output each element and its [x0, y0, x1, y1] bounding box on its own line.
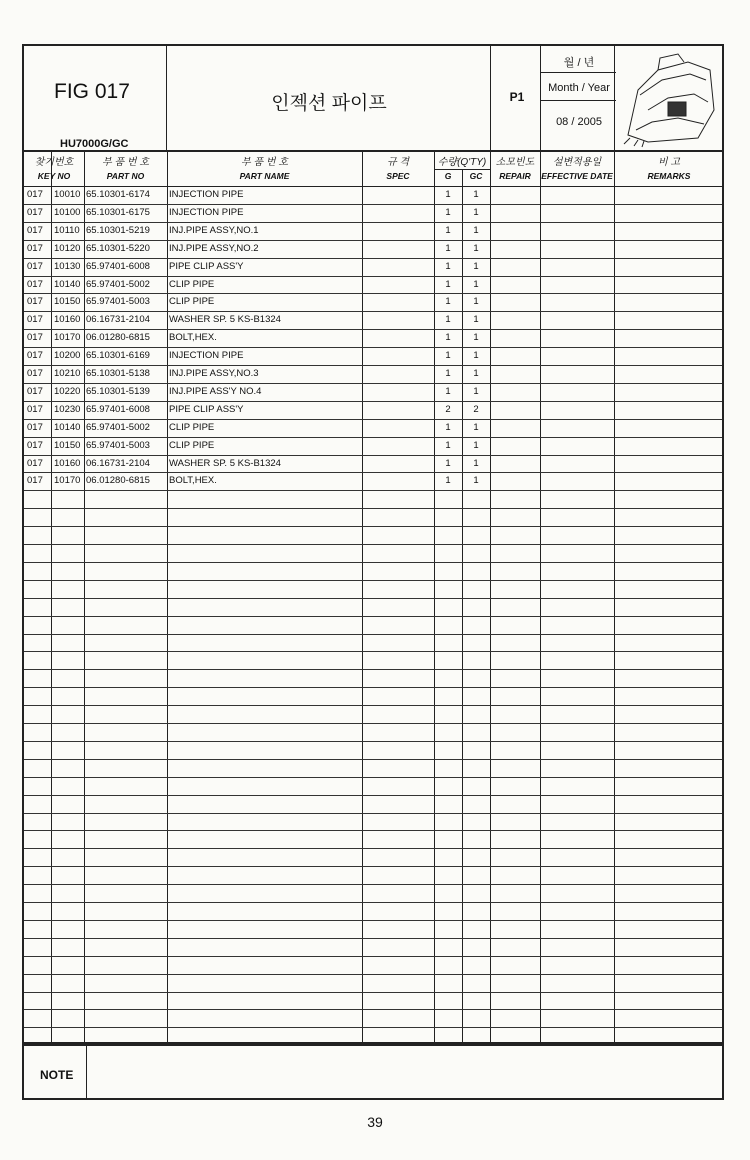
month-year-label: Month / Year — [548, 82, 610, 94]
row-qty-gc: 1 — [473, 421, 479, 433]
row-fig-no: 017 — [27, 350, 43, 362]
fig-number: FIG 017 — [54, 80, 130, 103]
row-key-no: 10140 — [54, 278, 81, 290]
row-line — [24, 669, 722, 670]
header-rule — [540, 100, 616, 101]
row-key-no: 10160 — [54, 314, 81, 326]
row-key-no: 10200 — [54, 350, 81, 362]
row-fig-no: 017 — [27, 206, 43, 218]
row-part-name: CLIP PIPE — [169, 439, 215, 451]
row-fig-no: 017 — [27, 224, 43, 236]
table-row — [24, 293, 722, 311]
col-qty-gc: GC — [469, 171, 483, 181]
table-row — [24, 472, 722, 490]
row-part-no: 06.01280-6815 — [86, 475, 150, 487]
row-key-no: 10160 — [54, 457, 81, 469]
row-line — [24, 795, 722, 796]
col-partname-kor: 부 품 번 호 — [241, 157, 288, 168]
row-part-no: 65.10301-5139 — [86, 385, 150, 397]
row-line — [24, 687, 722, 688]
row-qty-g: 2 — [445, 403, 451, 415]
col-repair-kor: 소모빈도 — [495, 157, 535, 168]
page-number: 39 — [367, 1114, 383, 1130]
row-qty-gc: 1 — [473, 385, 479, 397]
row-qty-gc: 1 — [473, 278, 479, 290]
row-part-name: BOLT,HEX. — [169, 332, 217, 344]
row-line — [24, 616, 722, 617]
row-qty-gc: 1 — [473, 368, 479, 379]
parts-table — [22, 151, 724, 1044]
table-row — [24, 258, 722, 276]
header-rule — [540, 72, 616, 73]
row-line — [24, 759, 722, 760]
row-key-no: 10230 — [54, 403, 81, 415]
row-part-no: 65.10301-6175 — [86, 206, 150, 218]
col-partno-eng: PART NO — [106, 171, 145, 181]
col-remarks-eng: REMARKS — [647, 171, 691, 181]
table-row — [24, 240, 722, 258]
row-qty-g: 1 — [445, 457, 451, 469]
row-qty-g: 1 — [445, 385, 451, 397]
row-fig-no: 017 — [27, 368, 43, 379]
row-qty-g: 1 — [445, 350, 451, 362]
row-part-no: 65.10301-5138 — [86, 368, 150, 379]
page-title: 인젝션 파이프 — [271, 93, 387, 114]
row-part-name: INJ.PIPE ASSY,NO.3 — [169, 368, 259, 379]
table-row — [24, 311, 722, 329]
row-key-no: 10210 — [54, 368, 81, 379]
row-qty-gc: 1 — [473, 439, 479, 451]
row-key-no: 10150 — [54, 439, 81, 451]
row-qty-gc: 1 — [473, 260, 479, 272]
engine-thumbnail-icon — [618, 50, 722, 148]
row-fig-no: 017 — [27, 314, 43, 326]
row-qty-g: 1 — [445, 314, 451, 326]
row-qty-g: 1 — [445, 439, 451, 451]
col-qty-kor: 수량(Q'TY) — [437, 157, 487, 168]
row-part-no: 65.10301-5219 — [86, 224, 150, 236]
row-key-no: 10100 — [54, 206, 81, 218]
row-part-name: CLIP PIPE — [169, 421, 215, 433]
row-fig-no: 017 — [27, 296, 43, 308]
row-line — [24, 580, 722, 581]
row-line — [24, 1009, 722, 1010]
row-qty-gc: 1 — [473, 475, 479, 487]
col-qty-g: G — [444, 171, 452, 181]
table-row — [24, 419, 722, 437]
row-qty-g: 1 — [445, 206, 451, 218]
row-part-name: BOLT,HEX. — [169, 475, 217, 487]
row-part-no: 65.10301-5220 — [86, 242, 150, 254]
row-fig-no: 017 — [27, 403, 43, 415]
row-fig-no: 017 — [27, 242, 43, 254]
row-key-no: 10120 — [54, 242, 81, 254]
row-part-no: 65.97401-6008 — [86, 260, 150, 272]
table-row — [24, 455, 722, 473]
table-row — [24, 329, 722, 347]
row-fig-no: 017 — [27, 439, 43, 451]
row-line — [24, 1027, 722, 1028]
table-row — [24, 222, 722, 240]
row-key-no: 10140 — [54, 421, 81, 433]
col-partno-kor: 부 품 번 호 — [102, 157, 149, 168]
table-row — [24, 276, 722, 294]
qty-subline — [434, 169, 490, 170]
row-line — [24, 974, 722, 975]
row-qty-g: 1 — [445, 260, 451, 272]
row-key-no: 10170 — [54, 475, 81, 487]
row-qty-g: 1 — [445, 242, 451, 254]
row-part-no: 65.97401-6008 — [86, 403, 150, 415]
row-qty-gc: 1 — [473, 332, 479, 344]
row-fig-no: 017 — [27, 421, 43, 433]
row-part-no: 65.10301-6174 — [86, 189, 150, 200]
row-line — [24, 992, 722, 993]
row-part-name: CLIP PIPE — [169, 278, 215, 290]
col-effdate-eng: EFFECTIVE DATE — [541, 171, 613, 181]
row-key-no: 10110 — [54, 224, 80, 236]
row-part-no: 65.97401-5002 — [86, 278, 150, 290]
row-part-no: 06.16731-2104 — [86, 314, 150, 326]
row-line — [24, 920, 722, 921]
header-block — [22, 44, 724, 152]
table-row — [24, 437, 722, 455]
row-part-name: INJECTION PIPE — [169, 189, 244, 200]
row-part-name: INJECTION PIPE — [169, 350, 244, 362]
row-line — [24, 562, 722, 563]
row-part-name: INJ.PIPE ASS'Y NO.4 — [169, 385, 262, 397]
row-line — [24, 830, 722, 831]
row-fig-no: 017 — [27, 457, 43, 469]
col-spec-kor: 규 격 — [386, 157, 410, 168]
note-label: NOTE — [40, 1068, 74, 1082]
row-line — [24, 956, 722, 957]
month-year-korean: 월 / 년 — [563, 57, 595, 69]
row-line — [24, 634, 722, 635]
row-qty-gc: 1 — [473, 350, 479, 362]
row-part-name: WASHER SP. 5 KS-B1324 — [169, 314, 281, 326]
row-qty-gc: 1 — [473, 224, 479, 236]
row-line — [24, 490, 722, 491]
row-fig-no: 017 — [27, 189, 43, 200]
table-row — [24, 204, 722, 222]
row-line — [24, 902, 722, 903]
model-name: HU7000G/GC — [60, 138, 129, 150]
row-part-name: WASHER SP. 5 KS-B1324 — [169, 457, 281, 469]
row-line — [24, 813, 722, 814]
table-row — [24, 365, 722, 383]
col-spec-eng: SPEC — [386, 171, 410, 181]
row-line — [24, 938, 722, 939]
table-row — [24, 186, 722, 204]
row-qty-gc: 1 — [473, 189, 479, 200]
row-fig-no: 017 — [27, 332, 43, 344]
row-line — [24, 705, 722, 706]
row-part-name: INJ.PIPE ASSY,NO.1 — [169, 224, 259, 236]
row-part-no: 06.01280-6815 — [86, 332, 150, 344]
row-line — [24, 741, 722, 742]
row-qty-gc: 1 — [473, 242, 479, 254]
row-qty-g: 1 — [445, 421, 451, 433]
row-part-name: PIPE CLIP ASS'Y — [169, 260, 244, 272]
row-key-no: 10130 — [54, 260, 81, 272]
row-fig-no: 017 — [27, 260, 43, 272]
row-qty-g: 1 — [445, 475, 451, 487]
col-key-kor: 찾기번호 — [34, 157, 74, 168]
row-qty-g: 1 — [445, 296, 451, 308]
row-part-no: 65.97401-5002 — [86, 421, 150, 433]
row-line — [24, 508, 722, 509]
row-part-no: 06.16731-2104 — [86, 457, 150, 469]
row-fig-no: 017 — [27, 278, 43, 290]
note-box — [22, 1044, 724, 1100]
row-key-no: 10150 — [54, 296, 81, 308]
col-repair-eng: REPAIR — [499, 171, 531, 181]
note-divider — [86, 1046, 87, 1098]
row-qty-g: 1 — [445, 278, 451, 290]
row-line — [24, 884, 722, 885]
row-part-name: PIPE CLIP ASS'Y — [169, 403, 244, 415]
row-part-no: 65.97401-5003 — [86, 439, 150, 451]
row-fig-no: 017 — [27, 475, 43, 487]
row-line — [24, 526, 722, 527]
col-partname-eng: PART NAME — [239, 171, 290, 181]
row-qty-gc: 1 — [473, 296, 479, 308]
row-key-no: 10010 — [54, 189, 81, 200]
row-line — [24, 723, 722, 724]
row-qty-g: 1 — [445, 224, 451, 236]
row-key-no: 10170 — [54, 332, 81, 344]
row-qty-g: 1 — [445, 332, 451, 344]
row-fig-no: 017 — [27, 385, 43, 397]
page-code: P1 — [509, 90, 525, 104]
row-qty-g: 1 — [445, 189, 451, 200]
month-year-value: 08 / 2005 — [556, 116, 602, 128]
row-line — [24, 866, 722, 867]
row-part-no: 65.10301-6169 — [86, 350, 150, 362]
table-row — [24, 401, 722, 419]
table-row — [24, 347, 722, 365]
row-line — [24, 598, 722, 599]
row-line — [24, 777, 722, 778]
row-qty-gc: 1 — [473, 457, 479, 469]
row-key-no: 10220 — [54, 385, 81, 397]
row-line — [24, 651, 722, 652]
col-key-eng: KEY NO — [37, 171, 71, 181]
row-qty-g: 1 — [445, 368, 451, 379]
row-part-name: INJ.PIPE ASSY,NO.2 — [169, 242, 259, 254]
row-part-name: INJECTION PIPE — [169, 206, 244, 218]
row-part-name: CLIP PIPE — [169, 296, 215, 308]
row-line — [24, 848, 722, 849]
row-part-no: 65.97401-5003 — [86, 296, 150, 308]
row-line — [24, 544, 722, 545]
col-remarks-kor: 비 고 — [657, 157, 681, 168]
row-qty-gc: 1 — [473, 206, 479, 218]
row-qty-gc: 1 — [473, 314, 479, 326]
table-row — [24, 383, 722, 401]
col-effdate-kor: 설변적용일 — [552, 157, 602, 168]
row-qty-gc: 2 — [473, 403, 479, 415]
